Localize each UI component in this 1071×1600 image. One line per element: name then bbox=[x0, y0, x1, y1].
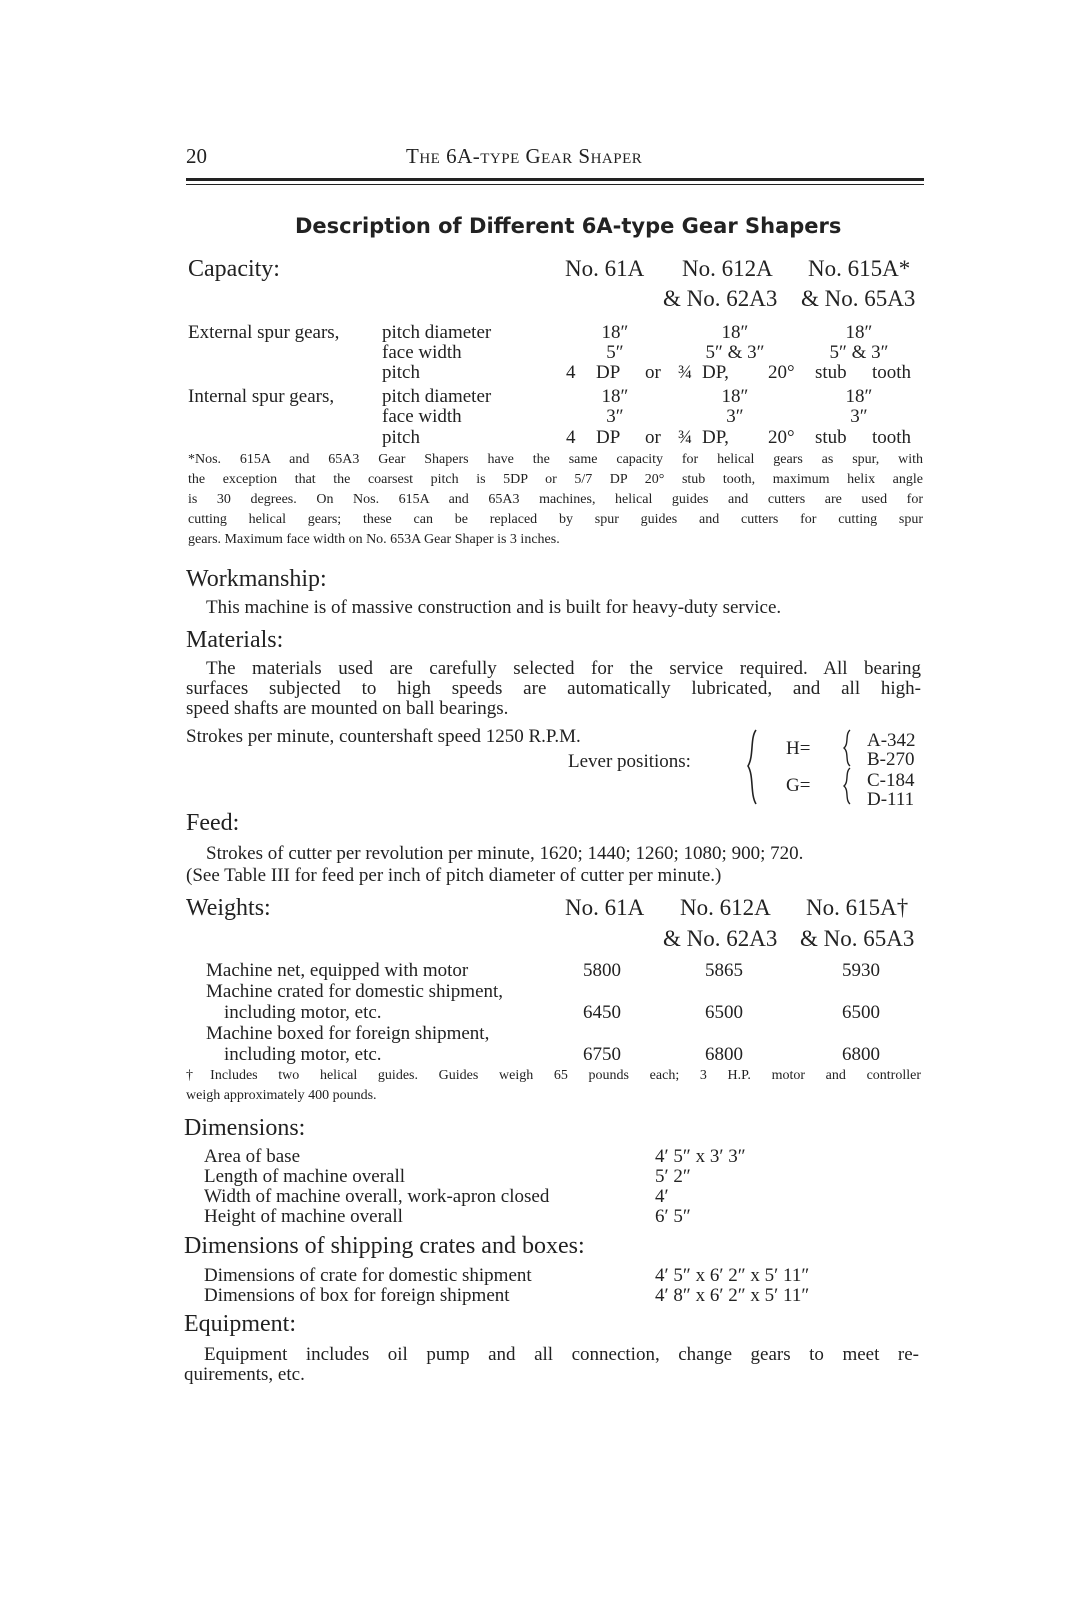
internal-fw-col3: 3″ bbox=[850, 406, 868, 427]
internal-pitch-part: or bbox=[645, 427, 661, 448]
shipping-heading: Dimensions of shipping crates and boxes: bbox=[184, 1233, 585, 1259]
workmanship-heading: Workmanship: bbox=[186, 566, 327, 592]
capacity-col3-header: No. 615A* bbox=[808, 256, 911, 281]
external-fw-col1: 5″ bbox=[606, 342, 624, 363]
feed-line: Strokes of cutter per revolution per minute, 1620; 1440; 1260; 1080; 900; 720. bbox=[206, 843, 804, 864]
capacity-footnote-line: is 30 degrees. On Nos. 615A and 65A3 machines, helical guides and cutters are used for bbox=[188, 492, 923, 507]
h-brace bbox=[840, 728, 856, 768]
weights-col3-header-sub: & No. 65A3 bbox=[800, 926, 915, 951]
running-title: The 6A-type Gear Shaper bbox=[406, 144, 643, 168]
weights-row-label-cont: including motor, etc. bbox=[224, 1002, 382, 1023]
weights-row1-col2: 5865 bbox=[705, 960, 743, 981]
capacity-col2-header-sub: & No. 62A3 bbox=[663, 286, 778, 311]
internal-pd-col1: 18″ bbox=[601, 386, 629, 407]
internal-pd-col2: 18″ bbox=[721, 386, 749, 407]
internal-pd-col3: 18″ bbox=[845, 386, 873, 407]
weights-row2-col3: 6500 bbox=[842, 1002, 880, 1023]
weights-row3-col2: 6800 bbox=[705, 1044, 743, 1065]
external-pitch-part: tooth bbox=[872, 362, 912, 383]
internal-pitch-part: 20° bbox=[768, 427, 795, 448]
capacity-footnote-line: gears. Maximum face width on No. 653A Gear Shaper is 3 inches. bbox=[188, 532, 560, 547]
external-pitch-part: or bbox=[645, 362, 661, 383]
dimensions-row-label: Width of machine overall, work-apron closed bbox=[204, 1186, 550, 1207]
g-value: C-184 bbox=[867, 770, 915, 791]
internal-pitch-part: tooth bbox=[872, 427, 912, 448]
dimensions-heading: Dimensions: bbox=[184, 1115, 306, 1141]
weights-heading: Weights: bbox=[186, 895, 271, 921]
header-rule-thin bbox=[186, 184, 924, 185]
shipping-row-value: 4′ 5″ x 6′ 2″ x 5′ 11″ bbox=[655, 1265, 810, 1286]
external-row-label: pitch diameter bbox=[382, 322, 492, 343]
weights-col1-header: No. 61A bbox=[565, 895, 645, 920]
internal-pitch-label: pitch bbox=[382, 427, 420, 448]
weights-row-label: Machine net, equipped with motor bbox=[206, 960, 469, 981]
dimensions-row-value: 5′ 2″ bbox=[655, 1166, 691, 1187]
weights-col2-header: No. 612A bbox=[680, 895, 771, 920]
weights-footnote-line: †Includes two helical guides. Guides weigh 65 pounds each; 3 H.P. motor and controller bbox=[186, 1068, 921, 1083]
weights-row2-col2: 6500 bbox=[705, 1002, 743, 1023]
materials-heading: Materials: bbox=[186, 627, 284, 653]
internal-pitch-part: 4 bbox=[566, 427, 576, 448]
internal-pitch-part: ¾ bbox=[678, 427, 693, 448]
weights-row-label-cont: including motor, etc. bbox=[224, 1044, 382, 1065]
g-label: G= bbox=[786, 775, 811, 796]
internal-row-label: pitch diameter bbox=[382, 386, 492, 407]
dimensions-row-value: 6′ 5″ bbox=[655, 1206, 691, 1227]
capacity-footnote-line: the exception that the coarsest pitch is 5DP or 5/7 DP 20° stub tooth, maximum helix angle bbox=[188, 472, 923, 487]
materials-line: The materials used are carefully selected for the service required. All bearing bbox=[206, 658, 921, 679]
dimensions-row-value: 4′ 5″ x 3′ 3″ bbox=[655, 1146, 746, 1167]
g-value: D-111 bbox=[867, 789, 915, 810]
capacity-footnote-line: cutting helical gears; these can be replaced by spur guides and cutters for cutting spur bbox=[188, 512, 923, 527]
shipping-row-label: Dimensions of crate for domestic shipment bbox=[204, 1265, 532, 1286]
internal-pitch-part: DP, bbox=[702, 427, 729, 448]
external-pitch-part: ¾ bbox=[678, 362, 693, 383]
page-number: 20 bbox=[186, 144, 207, 168]
weights-row2-col1: 6450 bbox=[583, 1002, 621, 1023]
internal-fw-col2: 3″ bbox=[726, 406, 744, 427]
weights-row1-col1: 5800 bbox=[583, 960, 621, 981]
capacity-heading: Capacity: bbox=[188, 256, 280, 282]
dimensions-row-label: Area of base bbox=[204, 1146, 301, 1167]
internal-row-label: face width bbox=[382, 406, 462, 427]
external-pitch-part: stub bbox=[815, 362, 847, 383]
external-pitch-part: DP, bbox=[702, 362, 729, 383]
materials-line: speed shafts are mounted on ball bearings. bbox=[186, 698, 509, 719]
materials-line: surfaces subjected to high speeds are automatically lubricated, and all high- bbox=[186, 678, 921, 699]
dimensions-row-label: Length of machine overall bbox=[204, 1166, 406, 1187]
page-title: Description of Different 6A-type Gear Shapers bbox=[295, 214, 842, 238]
external-row-label: face width bbox=[382, 342, 462, 363]
equipment-line: Equipment includes oil pump and all connection, change gears to meet re- bbox=[204, 1344, 919, 1365]
external-pd-col1: 18″ bbox=[601, 322, 629, 343]
lever-brace-left bbox=[742, 728, 772, 806]
weights-row-label: Machine boxed for foreign shipment, bbox=[206, 1023, 490, 1044]
equipment-heading: Equipment: bbox=[184, 1311, 296, 1337]
shipping-row-label: Dimensions of box for foreign shipment bbox=[204, 1285, 510, 1306]
external-pitch-part: 20° bbox=[768, 362, 795, 383]
workmanship-text: This machine is of massive construction and is built for heavy-duty service. bbox=[206, 597, 782, 618]
feed-heading: Feed: bbox=[186, 810, 240, 836]
weights-row3-col3: 6800 bbox=[842, 1044, 880, 1065]
header-rule-thick bbox=[186, 178, 924, 181]
internal-fw-col1: 3″ bbox=[606, 406, 624, 427]
h-value: B-270 bbox=[867, 749, 915, 770]
weights-col3-header: No. 615A† bbox=[806, 895, 909, 920]
internal-pitch-part: stub bbox=[815, 427, 847, 448]
h-label: H= bbox=[786, 738, 811, 759]
weights-row-label: Machine crated for domestic shipment, bbox=[206, 981, 504, 1002]
equipment-line: quirements, etc. bbox=[184, 1364, 305, 1385]
external-pitch-part: 4 bbox=[566, 362, 576, 383]
strokes-line: Strokes per minute, countershaft speed 1250 R.P.M. bbox=[186, 726, 581, 747]
dimensions-row-value: 4′ bbox=[655, 1186, 669, 1207]
feed-line: (See Table III for feed per inch of pitch diameter of cutter per minute.) bbox=[186, 865, 722, 886]
weights-row3-col1: 6750 bbox=[583, 1044, 621, 1065]
lever-positions-label: Lever positions: bbox=[568, 751, 691, 772]
external-pd-col2: 18″ bbox=[721, 322, 749, 343]
shipping-row-value: 4′ 8″ x 6′ 2″ x 5′ 11″ bbox=[655, 1285, 810, 1306]
external-fw-col3: 5″ & 3″ bbox=[829, 342, 889, 363]
capacity-col1-header: No. 61A bbox=[565, 256, 645, 281]
g-brace bbox=[840, 766, 856, 806]
weights-row1-col3: 5930 bbox=[842, 960, 880, 981]
external-pd-col3: 18″ bbox=[845, 322, 873, 343]
capacity-col3-header-sub: & No. 65A3 bbox=[801, 286, 916, 311]
capacity-col2-header: No. 612A bbox=[682, 256, 773, 281]
external-fw-col2: 5″ & 3″ bbox=[705, 342, 765, 363]
internal-pitch-part: DP bbox=[596, 427, 621, 448]
external-pitch-part: DP bbox=[596, 362, 621, 383]
weights-col2-header-sub: & No. 62A3 bbox=[663, 926, 778, 951]
dimensions-row-label: Height of machine overall bbox=[204, 1206, 403, 1227]
h-value: A-342 bbox=[867, 730, 916, 751]
internal-spur-label: Internal spur gears, bbox=[188, 386, 335, 407]
weights-footnote-line: weigh approximately 400 pounds. bbox=[186, 1088, 377, 1103]
capacity-footnote-line: *Nos. 615A and 65A3 Gear Shapers have the same capacity for helical gears as spur, with bbox=[188, 452, 923, 467]
external-pitch-label: pitch bbox=[382, 362, 420, 383]
external-spur-label: External spur gears, bbox=[188, 322, 340, 343]
